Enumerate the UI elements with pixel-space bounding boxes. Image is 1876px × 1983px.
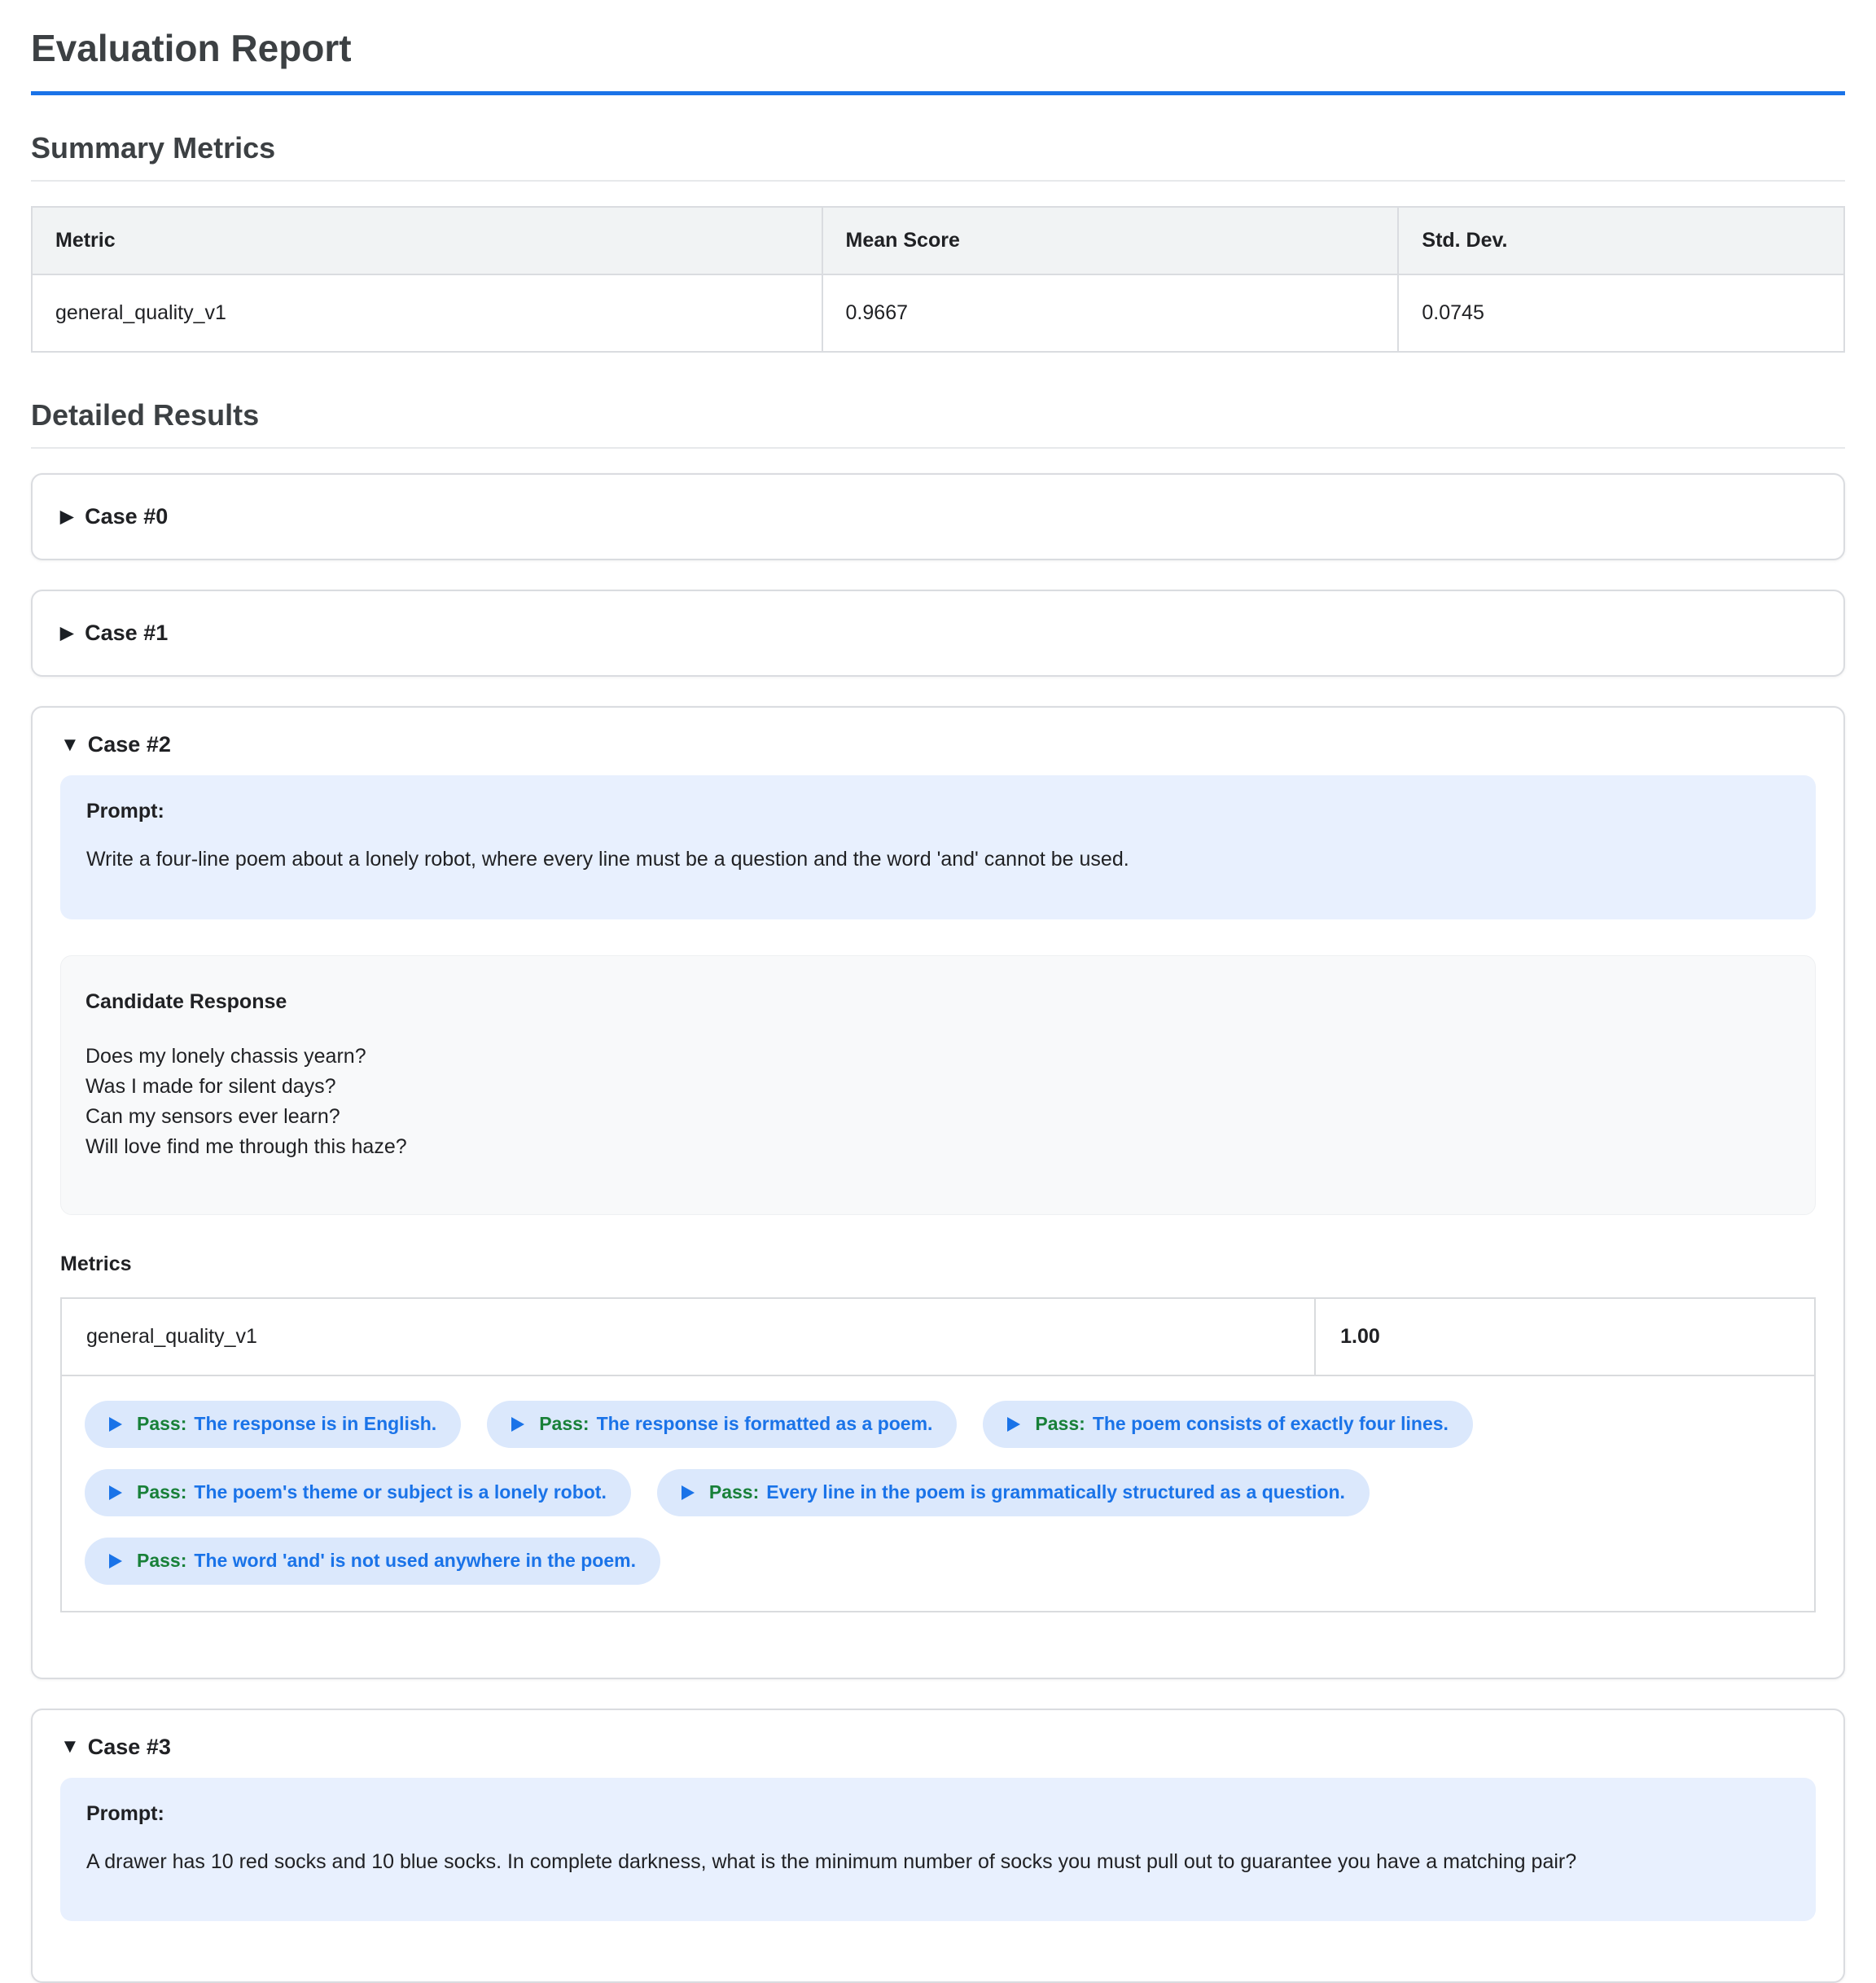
case-card-2 bbox=[31, 706, 1845, 1679]
expand-icon: ▶ bbox=[60, 508, 73, 525]
check-text: The word 'and' is not used anywhere in the poem. bbox=[194, 1550, 636, 1572]
check-status: Pass bbox=[709, 1481, 753, 1503]
check-status: Pass bbox=[137, 1481, 181, 1503]
column-header-std-dev: Std. Dev. bbox=[1398, 207, 1844, 274]
detailed-results-heading: Detailed Results bbox=[31, 398, 1845, 432]
candidate-response-poem bbox=[85, 1042, 1791, 1162]
check-chip[interactable] bbox=[983, 1401, 1473, 1448]
checks-cell bbox=[61, 1375, 1815, 1612]
case-1-toggle[interactable] bbox=[60, 621, 1816, 646]
case-card-1 bbox=[31, 590, 1845, 677]
check-status: Pass bbox=[137, 1550, 181, 1572]
summary-metrics-heading: Summary Metrics bbox=[31, 131, 1845, 165]
summary-divider bbox=[31, 180, 1845, 182]
check-status: Pass bbox=[539, 1413, 583, 1435]
check-separator: : bbox=[181, 1550, 187, 1572]
case-0-label: Case #0 bbox=[85, 504, 168, 529]
chip-row bbox=[85, 1401, 1791, 1448]
case-2-prompt-box bbox=[60, 775, 1816, 919]
check-chip[interactable] bbox=[657, 1469, 1370, 1516]
check-text: Every line in the poem is grammatically structured as a question. bbox=[766, 1481, 1345, 1503]
case-2-toggle[interactable] bbox=[60, 732, 1816, 757]
check-status: Pass bbox=[137, 1413, 181, 1435]
poem-line: Was I made for silent days? bbox=[85, 1072, 1791, 1102]
prompt-text: Write a four-line poem about a lonely robot, where every line must be a question and the word 'and' cannot be used. bbox=[86, 845, 1790, 875]
column-header-mean-score: Mean Score bbox=[822, 207, 1399, 274]
summary-mean-score: 0.9667 bbox=[822, 274, 1399, 352]
case-2-body bbox=[60, 775, 1816, 1612]
page-title: Evaluation Report bbox=[31, 26, 1845, 70]
check-text: The response is formatted as a poem. bbox=[597, 1413, 933, 1435]
chip-expand-icon bbox=[682, 1485, 695, 1500]
collapse-icon: ▼ bbox=[60, 735, 80, 755]
metric-score: 1.00 bbox=[1315, 1298, 1815, 1375]
chip-expand-icon bbox=[109, 1417, 122, 1432]
metric-name: general_quality_v1 bbox=[61, 1298, 1315, 1375]
chip-row bbox=[85, 1538, 1791, 1585]
evaluation-report-page bbox=[31, 26, 1845, 1983]
metrics-label: Metrics bbox=[60, 1253, 1816, 1276]
case-3-label: Case #3 bbox=[88, 1735, 171, 1760]
case-1-label: Case #1 bbox=[85, 621, 168, 646]
check-separator: : bbox=[181, 1481, 187, 1503]
check-separator: : bbox=[181, 1413, 187, 1435]
title-accent-rule bbox=[31, 91, 1845, 95]
poem-line: Can my sensors ever learn? bbox=[85, 1102, 1791, 1132]
expand-icon: ▶ bbox=[60, 625, 73, 642]
detailed-results-section bbox=[31, 398, 1845, 1983]
case-0-toggle[interactable] bbox=[60, 504, 1816, 529]
collapse-icon: ▼ bbox=[60, 1737, 80, 1757]
check-status: Pass bbox=[1035, 1413, 1079, 1435]
summary-header-row bbox=[32, 207, 1844, 274]
case-card-3 bbox=[31, 1709, 1845, 1983]
check-separator: : bbox=[1079, 1413, 1085, 1435]
prompt-label: Prompt: bbox=[86, 1802, 1790, 1826]
summary-metric-name: general_quality_v1 bbox=[32, 274, 822, 352]
summary-data-row bbox=[32, 274, 1844, 352]
prompt-label: Prompt: bbox=[86, 800, 1790, 823]
metric-score-row bbox=[61, 1298, 1815, 1375]
chip-expand-icon bbox=[109, 1554, 122, 1568]
chip-row bbox=[85, 1469, 1791, 1516]
case-3-prompt-box bbox=[60, 1778, 1816, 1922]
case-3-body bbox=[60, 1778, 1816, 1922]
check-chip[interactable] bbox=[85, 1538, 660, 1585]
summary-metrics-section bbox=[31, 131, 1845, 353]
chip-expand-icon bbox=[1007, 1417, 1020, 1432]
check-separator: : bbox=[583, 1413, 590, 1435]
check-chip[interactable] bbox=[85, 1401, 461, 1448]
metric-checks-row bbox=[61, 1375, 1815, 1612]
candidate-response-label: Candidate Response bbox=[85, 990, 1791, 1014]
case-card-0 bbox=[31, 473, 1845, 560]
detailed-divider bbox=[31, 447, 1845, 449]
chip-expand-icon bbox=[511, 1417, 524, 1432]
check-chip[interactable] bbox=[85, 1469, 631, 1516]
column-header-metric: Metric bbox=[32, 207, 822, 274]
case-2-metrics-table bbox=[60, 1297, 1816, 1612]
summary-metrics-table bbox=[31, 206, 1845, 353]
case-2-response-box bbox=[60, 955, 1816, 1215]
prompt-text: A drawer has 10 red socks and 10 blue socks. In complete darkness, what is the minimum number of socks you must pull out to guarantee you have a matching pair? bbox=[86, 1847, 1790, 1878]
check-chip[interactable] bbox=[487, 1401, 957, 1448]
check-text: The poem's theme or subject is a lonely robot. bbox=[194, 1481, 606, 1503]
poem-line: Does my lonely chassis yearn? bbox=[85, 1042, 1791, 1072]
poem-line: Will love find me through this haze? bbox=[85, 1132, 1791, 1162]
case-2-label: Case #2 bbox=[88, 732, 171, 757]
case-3-toggle[interactable] bbox=[60, 1735, 1816, 1760]
check-text: The poem consists of exactly four lines. bbox=[1093, 1413, 1449, 1435]
summary-std-dev: 0.0745 bbox=[1398, 274, 1844, 352]
check-separator: : bbox=[753, 1481, 760, 1503]
chip-expand-icon bbox=[109, 1485, 122, 1500]
check-text: The response is in English. bbox=[194, 1413, 436, 1435]
